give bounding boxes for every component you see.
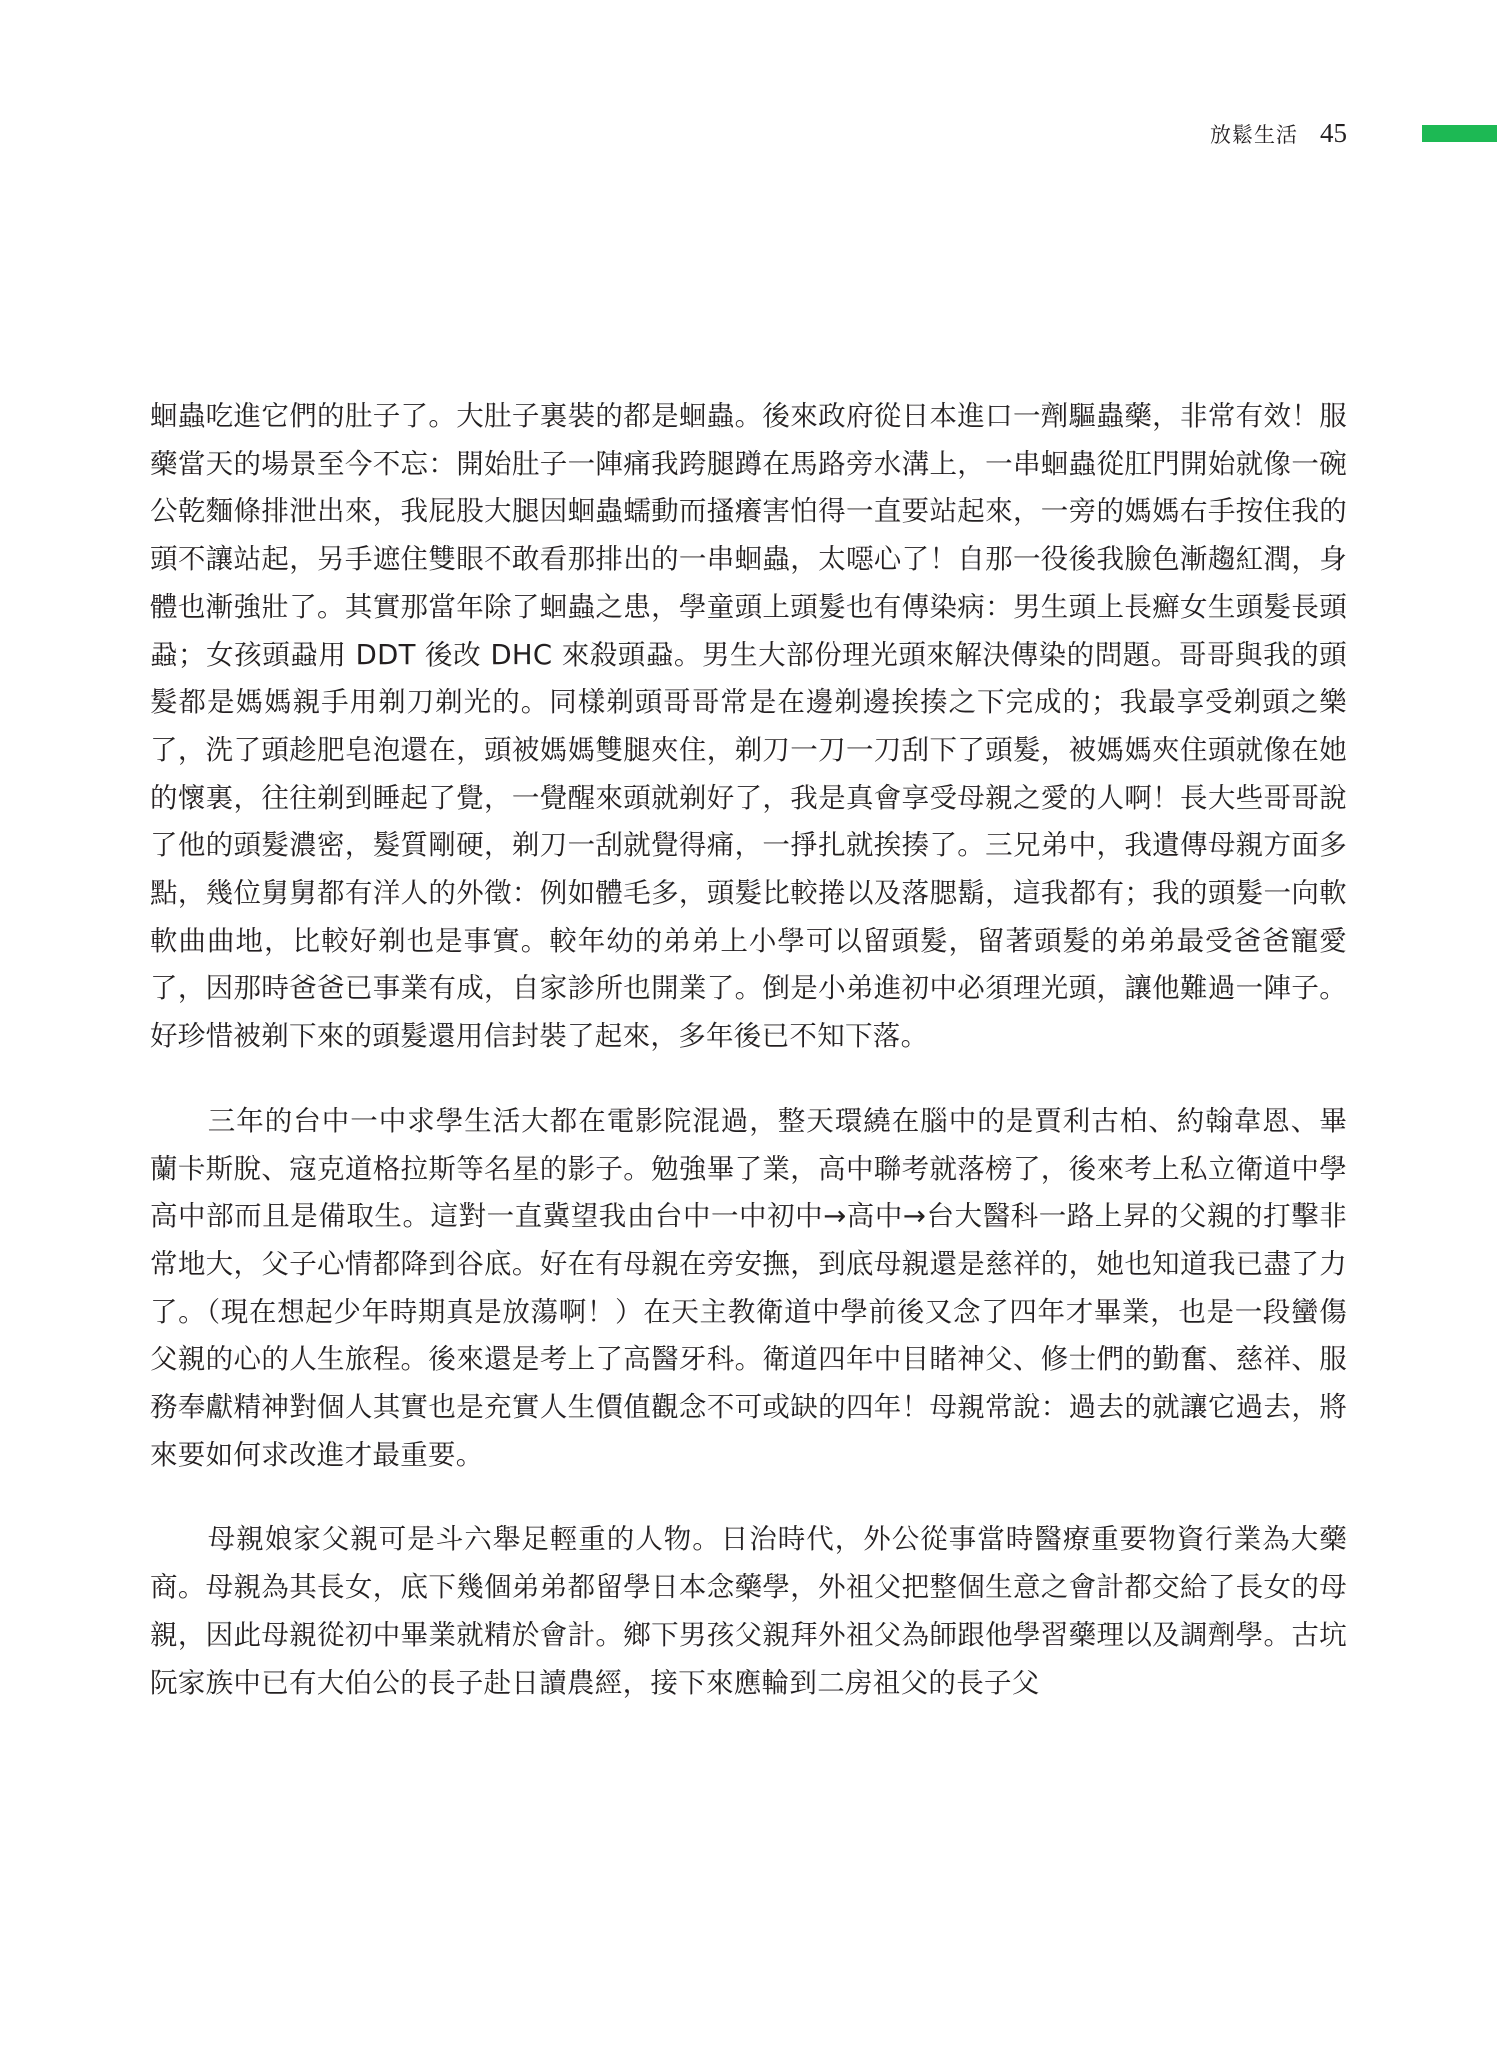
page-number: 45: [1320, 118, 1347, 148]
paragraph-continued: 蛔蟲吃進它們的肚子了。大肚子裏裝的都是蛔蟲。後來政府從日本進口一劑驅蟲藥，非常有效！服藥當天的場景至今不忘：開始肚子一陣痛我跨腿蹲在馬路旁水溝上，一串蛔蟲從肛門開始就像一碗公乾麵條排泄出來，我屁股大腿因蛔蟲蠕動而搔癢害怕得一直要站起來，一旁的媽媽右手按住我的頭不讓站起，另手遮住雙眼不敢看那排出的一串蛔蟲，太噁心了！自那一役後我臉色漸趨紅潤，身體也漸強壯了。其實那當年除了蛔蟲之患，學童頭上頭髮也有傳染病：男生頭上長癬女生頭髮長頭蝨；女孩頭蝨用 DDT 後改 DHC 來殺頭蝨。男生大部份理光頭來解決傳染的問題。哥哥與我的頭髮都是媽媽親手用剃刀剃光的。同樣剃頭哥哥常是在邊剃邊挨揍之下完成的；我最享受剃頭之樂了，洗了頭趁肥皂泡還在，頭被媽媽雙腿夾住，剃刀一刀一刀刮下了頭髮，被媽媽夾住頭就像在她的懷裏，往往剃到睡起了覺，一覺醒來頭就剃好了，我是真會享受母親之愛的人啊！長大些哥哥說了他的頭髮濃密，髮質剛硬，剃刀一刮就覺得痛，一掙扎就挨揍了。三兄弟中，我遺傳母親方面多點，幾位舅舅都有洋人的外徵：例如體毛多，頭髮比較捲以及落腮鬍，這我都有；我的頭髮一向軟軟曲曲地，比較好剃也是事實。較年幼的弟弟上小學可以留頭髮，留著頭髮的弟弟最受爸爸寵愛了，因那時爸爸已事業有成，自家診所也開業了。倒是小弟進初中必須理光頭，讓他難過一陣子。好珍惜被剃下來的頭髮還用信封裝了起來，多年後已不知下落。: [150, 400, 1347, 1053]
body-text: [150, 393, 1347, 1707]
paragraph-mother-family: 母親娘家父親可是斗六舉足輕重的人物。日治時代，外公從事當時醫療重要物資行業為大藥商。母親為其長女，底下幾個弟弟都留學日本念藥學，外祖父把整個生意之會計都交給了長女的母親，因此母親從初中畢業就精於會計。鄉下男孩父親拜外祖父為師跟他學習藥理以及調劑學。古坑阮家族中已有大伯公的長子赴日讀農經，接下來應輪到二房祖父的長子父: [150, 1523, 1347, 1699]
running-header: [1210, 118, 1347, 149]
green-tab-marker: [1422, 125, 1497, 142]
section-title: 放鬆生活: [1210, 123, 1298, 147]
paragraph-school-years: 三年的台中一中求學生活大都在電影院混過，整天環繞在腦中的是賈利古柏、約翰韋恩、畢蘭卡斯脫、寇克道格拉斯等名星的影子。勉強畢了業，高中聯考就落榜了，後來考上私立衛道中學高中部而且是備取生。這對一直冀望我由台中一中初中→高中→台大醫科一路上昇的父親的打擊非常地大，父子心情都降到谷底。好在有母親在旁安撫，到底母親還是慈祥的，她也知道我已盡了力了。（現在想起少年時期真是放蕩啊！）在天主教衛道中學前後又念了四年才畢業，也是一段蠻傷父親的心的人生旅程。後來還是考上了高醫牙科。衛道四年中目睹神父、修士們的勤奮、慈祥、服務奉獻精神對個人其實也是充實人生價值觀念不可或缺的四年！母親常說：過去的就讓它過去，將來要如何求改進才最重要。: [150, 1104, 1347, 1471]
